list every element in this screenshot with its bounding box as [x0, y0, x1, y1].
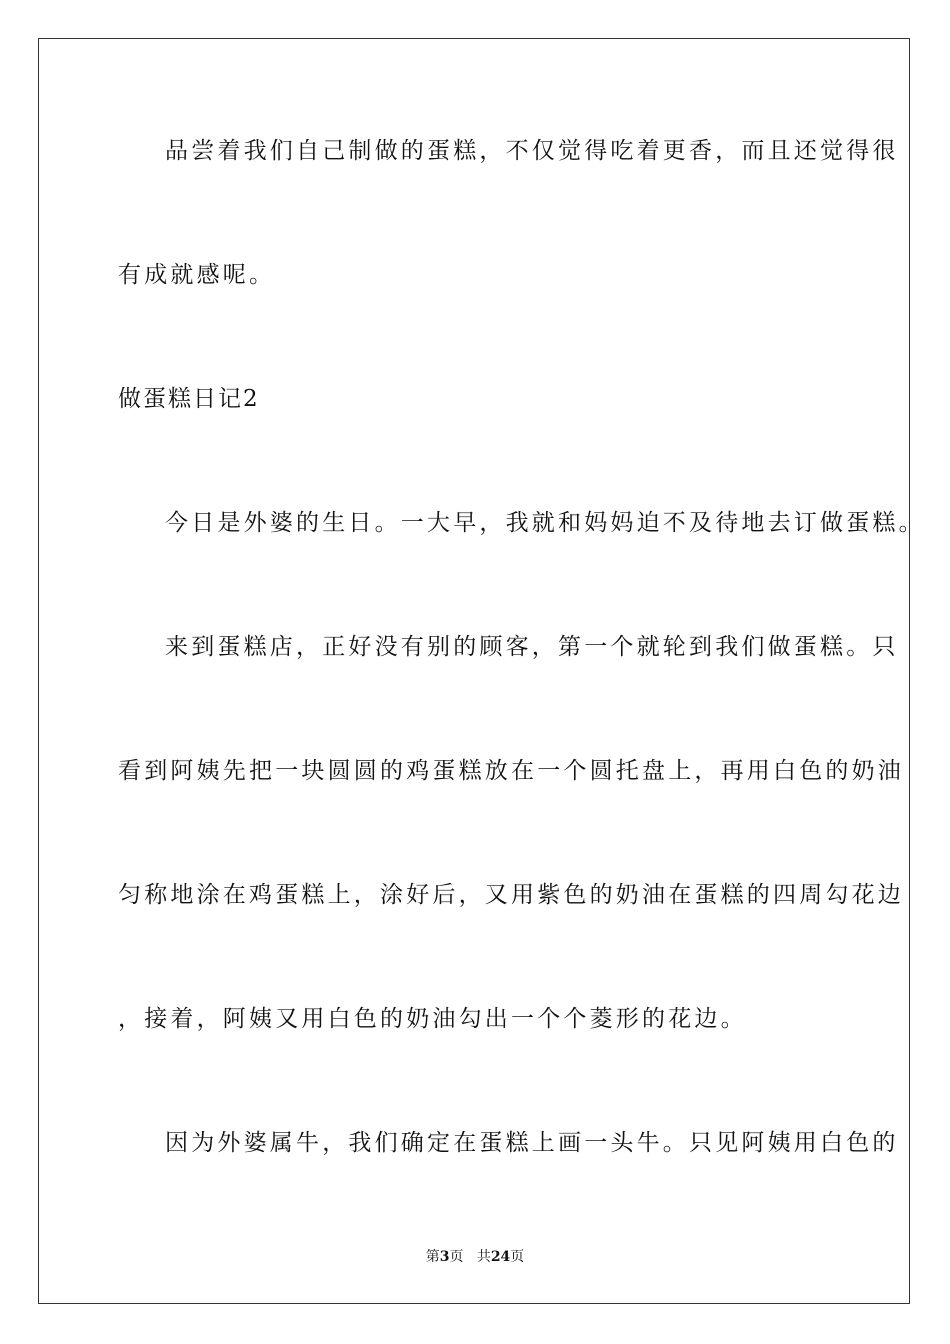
page-prefix: 第	[425, 1249, 440, 1265]
total-suffix: 页	[510, 1249, 525, 1265]
paragraph-line: 有成就感呢。	[118, 262, 276, 288]
paragraph-line: 匀称地涂在鸡蛋糕上，涂好后，又用紫色的奶油在蛋糕的四周勾花边	[118, 882, 904, 908]
paragraph-line: ，接着，阿姨又用白色的奶油勾出一个个菱形的花边。	[118, 1006, 747, 1032]
paragraph-line: 看到阿姨先把一块圆圆的鸡蛋糕放在一个圆托盘上，再用白色的奶油	[118, 758, 904, 784]
paragraph-line: 因为外婆属牛，我们确定在蛋糕上画一头牛。只见阿姨用白色的	[165, 1130, 899, 1156]
total-pages: 24	[490, 1249, 511, 1265]
total-prefix: 共	[476, 1249, 491, 1265]
paragraph-line: 品尝着我们自己制做的蛋糕，不仅觉得吃着更香，而且还觉得很	[165, 138, 899, 164]
section-heading: 做蛋糕日记2	[118, 386, 260, 412]
page-suffix: 页	[449, 1249, 464, 1265]
page-footer	[0, 1246, 950, 1266]
page-border	[38, 38, 910, 1304]
page-number: 3	[439, 1249, 450, 1265]
paragraph-line: 来到蛋糕店，正好没有别的顾客，第一个就轮到我们做蛋糕。只	[165, 634, 899, 660]
paragraph-line: 今日是外婆的生日。一大早，我就和妈妈迫不及待地去订做蛋糕。	[165, 510, 925, 536]
